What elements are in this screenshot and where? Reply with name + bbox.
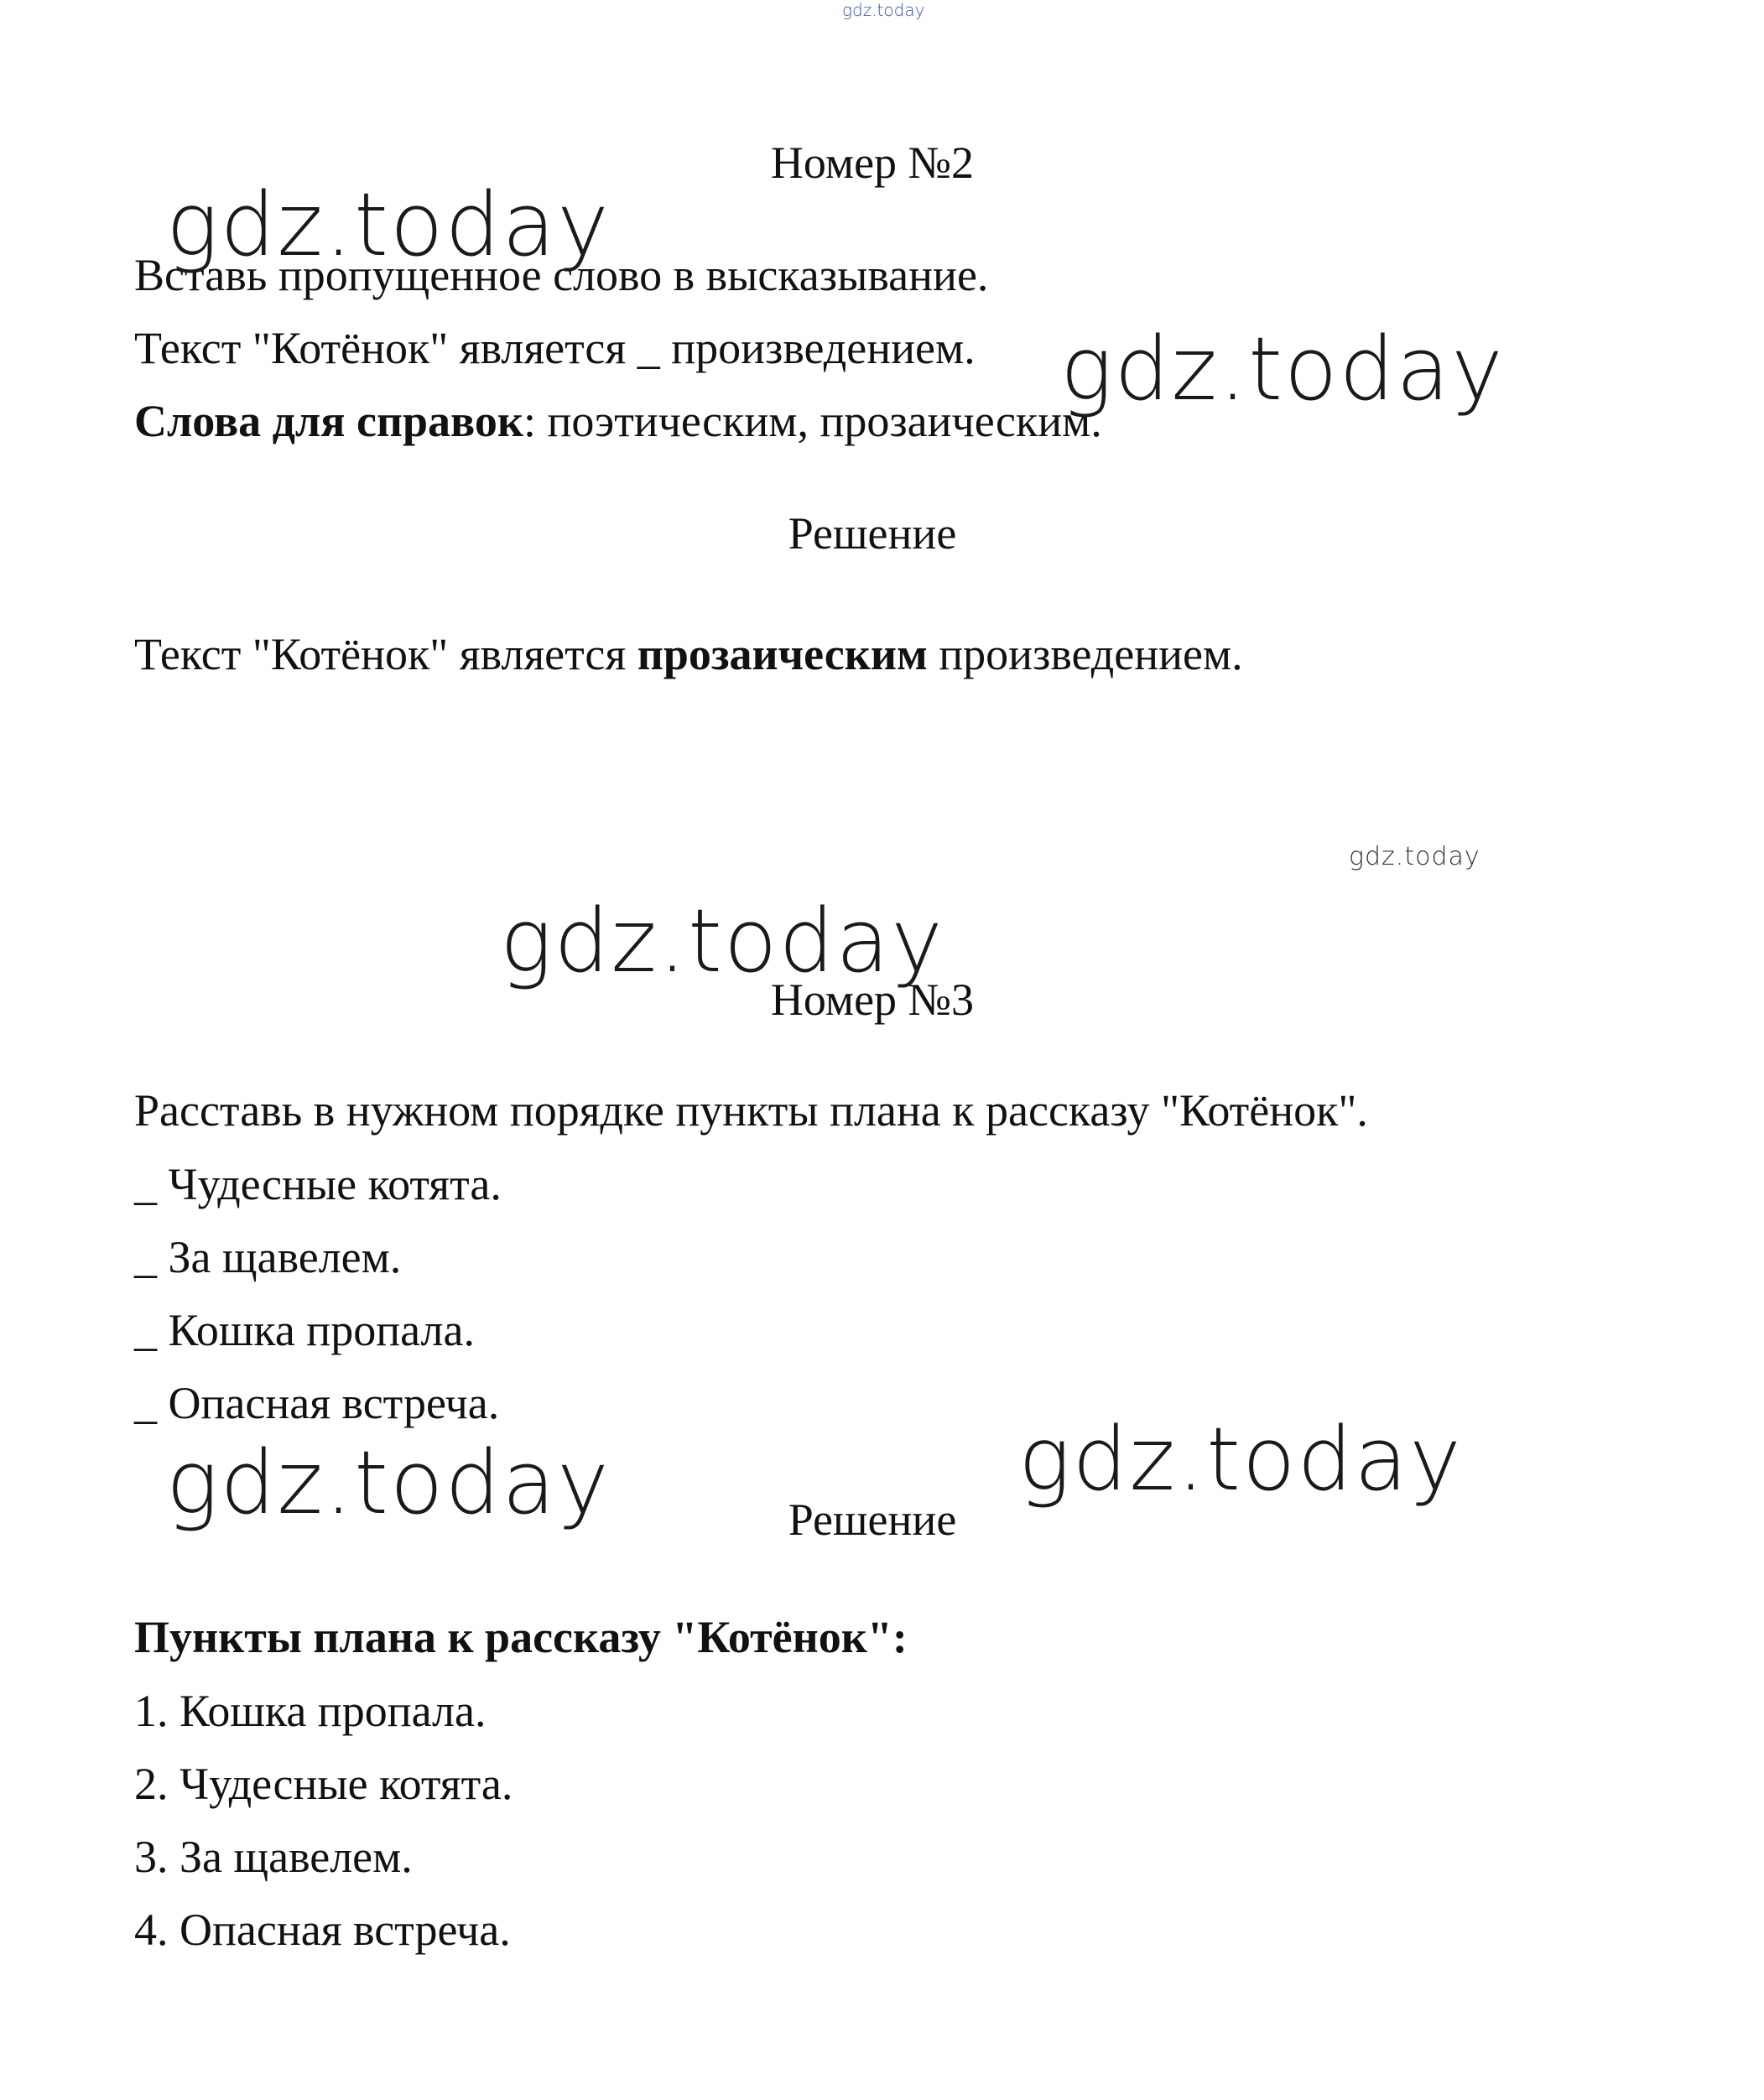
task3-solution-title: Решение bbox=[788, 1494, 957, 1545]
task3-answer-item: 2. Чудесные котята. bbox=[134, 1759, 513, 1809]
task3-answer-heading: Пункты плана к рассказу "Котёнок": bbox=[134, 1612, 908, 1662]
task3-item: _ Опасная встреча. bbox=[134, 1378, 500, 1428]
task2-sentence: Текст "Котёнок" является _ произведением. bbox=[134, 323, 976, 373]
task2-hint-label: Слова для справок bbox=[134, 396, 523, 446]
watermark-top: gdz.today bbox=[842, 0, 925, 20]
task2-answer-after: произведением. bbox=[927, 629, 1243, 679]
task2-hint-words: : поэтическим, прозаическим. bbox=[523, 396, 1102, 446]
task2-instruction: Вставь пропущенное слово в высказывание. bbox=[134, 250, 989, 300]
task2-answer bbox=[134, 627, 1243, 681]
task2-answer-bold: прозаическим bbox=[637, 629, 928, 679]
task3-title: Номер №3 bbox=[770, 975, 975, 1025]
watermark: gdz.today bbox=[166, 174, 611, 276]
watermark: gdz.today bbox=[1018, 1408, 1463, 1510]
task3-item: _ Кошка пропала. bbox=[134, 1305, 475, 1355]
task2-title: Номер №2 bbox=[770, 138, 975, 188]
task2-solution-title: Решение bbox=[788, 508, 957, 559]
task2-answer-before: Текст "Котёнок" является bbox=[134, 629, 637, 679]
watermark: gdz.today bbox=[1060, 318, 1505, 420]
watermark: gdz.today bbox=[166, 1432, 611, 1534]
task3-answer-item: 3. За щавелем. bbox=[134, 1832, 413, 1882]
watermark-small: gdz.today bbox=[1349, 842, 1480, 871]
task3-item: _ Чудесные котята. bbox=[134, 1159, 502, 1209]
watermark: gdz.today bbox=[500, 890, 944, 992]
task3-answer-item: 1. Кошка пропала. bbox=[134, 1686, 487, 1736]
task3-item: _ За щавелем. bbox=[134, 1232, 402, 1282]
task3-answer-item: 4. Опасная встреча. bbox=[134, 1905, 511, 1955]
task2-hint bbox=[134, 394, 1102, 448]
task3-instruction: Расставь в нужном порядке пункты плана к рассказу "Котёнок". bbox=[134, 1085, 1368, 1136]
